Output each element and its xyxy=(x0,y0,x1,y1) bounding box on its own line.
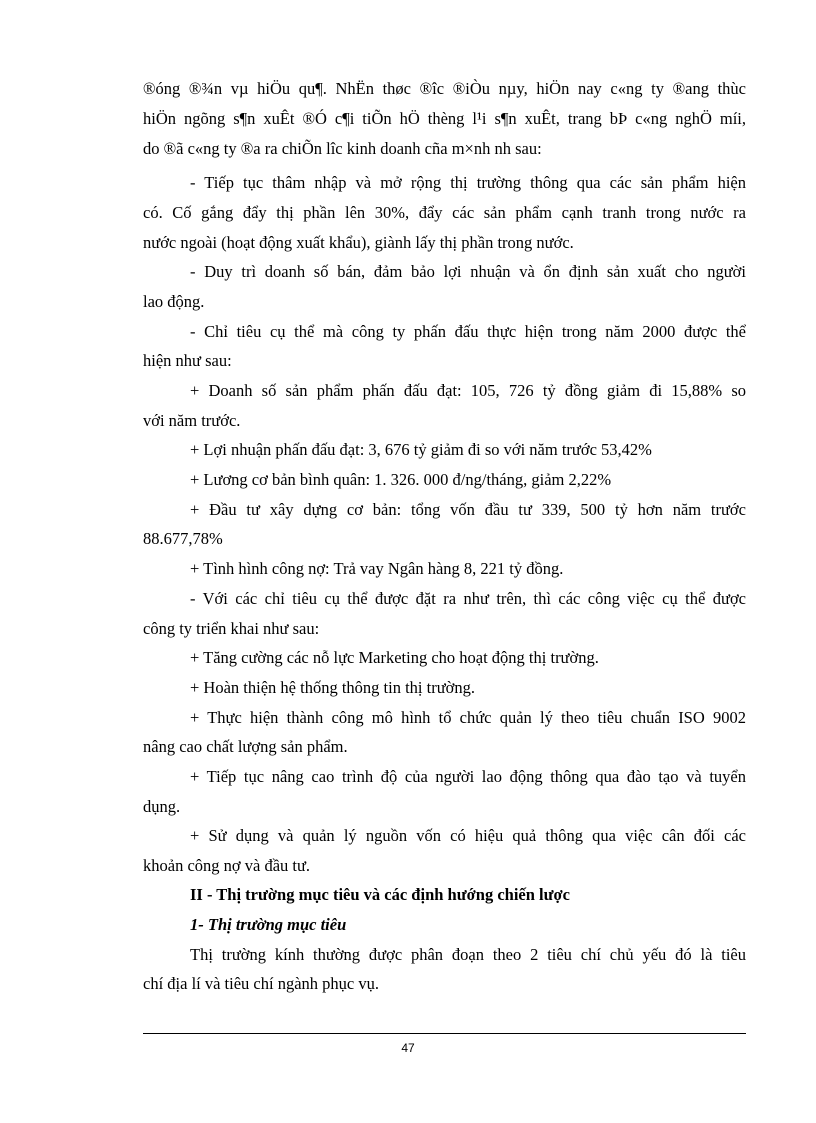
text-line: hiÖn ngõng s¶n xuÊt ®Ó c¶i tiÕn hÖ thèng l¹i s¶n xuÊt, trang bÞ c«ng nghÖ míi, xyxy=(143,109,746,128)
subsection-heading: 1- Thị trường mục tiêu xyxy=(190,915,347,934)
text-line: + Đầu tư xây dựng cơ bản: tổng vốn đầu tư 339, 500 tỷ hơn năm trước xyxy=(190,500,746,519)
text-line: - Chỉ tiêu cụ thể mà công ty phấn đấu thực hiện trong năm 2000 được thể xyxy=(190,322,746,341)
text-line: lao động. xyxy=(143,292,205,311)
text-line: 88.677,78% xyxy=(143,529,223,548)
text-line: + Doanh số sản phẩm phấn đấu đạt: 105, 726 tỷ đồng giảm đi 15,88% so xyxy=(190,381,746,400)
text-line: - Với các chỉ tiêu cụ thể được đặt ra như trên, thì các công việc cụ thể được xyxy=(190,589,746,608)
text-line: - Tiếp tục thâm nhập và mở rộng thị trường thông qua các sản phẩm hiện xyxy=(190,173,746,192)
page-number: 47 xyxy=(401,1041,415,1055)
text-line: ®óng ®¾n vµ hiÖu qu¶. NhËn thøc ®îc ®iÒu nµy, hiÖn nay c«ng ty ®ang thùc xyxy=(143,79,746,98)
text-line: hiện như sau: xyxy=(143,351,232,370)
text-line: + Tình hình công nợ: Trả vay Ngân hàng 8, 221 tỷ đồng. xyxy=(190,559,564,578)
text-line: + Hoàn thiện hệ thống thông tin thị trường. xyxy=(190,678,475,697)
text-line: công ty triển khai như sau: xyxy=(143,619,320,638)
footer-divider xyxy=(143,1033,746,1034)
text-line: nâng cao chất lượng sản phẩm. xyxy=(143,737,348,756)
text-line: + Tăng cường các nỗ lực Marketing cho hoạt động thị trường. xyxy=(190,648,599,667)
text-line: do ®ã c«ng ty ®a ra chiÕn lîc kinh doanh cña m×nh nh sau: xyxy=(143,139,542,158)
text-line: + Thực hiện thành công mô hình tổ chức quản lý theo tiêu chuẩn ISO 9002 xyxy=(190,708,746,727)
text-line: Thị trường kính thường được phân đoạn theo 2 tiêu chí chủ yếu đó là tiêu xyxy=(190,945,746,964)
text-line: chí địa lí và tiêu chí ngành phục vụ. xyxy=(143,974,379,993)
text-line: + Tiếp tục nâng cao trình độ của người lao động thông qua đào tạo và tuyển xyxy=(190,767,746,786)
text-line: dụng. xyxy=(143,797,181,816)
text-line: - Duy trì doanh số bán, đảm bảo lợi nhuận và ổn định sản xuất cho người xyxy=(190,262,746,281)
section-heading: II - Thị trường mục tiêu và các định hướng chiến lược xyxy=(190,885,570,904)
text-line: có. Cố gắng đẩy thị phần lên 30%, đẩy các sản phẩm cạnh tranh trong nước ra xyxy=(143,203,746,222)
text-line: + Sử dụng và quản lý nguồn vốn có hiệu quả thông qua việc cân đối các xyxy=(190,826,746,845)
text-line: với năm trước. xyxy=(143,411,241,430)
text-line: + Lợi nhuận phấn đấu đạt: 3, 676 tỷ giảm đi so với năm trước 53,42% xyxy=(190,440,652,459)
text-line: khoản công nợ và đầu tư. xyxy=(143,856,311,875)
text-line: nước ngoài (hoạt động xuất khẩu), giành lấy thị phần trong nước. xyxy=(143,233,574,252)
text-line: + Lương cơ bản bình quân: 1. 326. 000 đ/ng/tháng, giảm 2,22% xyxy=(190,470,612,489)
